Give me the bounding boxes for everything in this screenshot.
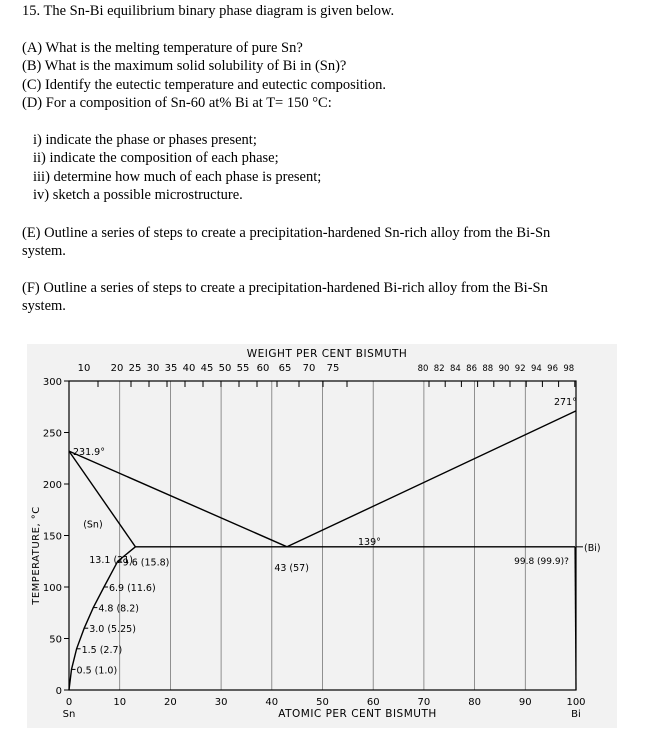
y-tick-label: 250 [42,428,62,440]
y-tick-label: 0 [55,686,62,697]
top-tick-label: 94 [530,364,542,374]
y-tick-label: 200 [42,480,62,491]
x-tick-label: 50 [316,697,329,708]
x-tick-label: 0 [65,697,73,708]
top-tick-label: 82 [433,364,445,374]
top-tick-label: 60 [256,363,270,374]
bi-phase-label: (Bi) [584,542,601,554]
y-axis-label: TEMPERATURE, °C [31,506,42,605]
part-f-line2: system. [22,298,66,314]
top-tick-label: 88 [482,364,494,374]
top-tick-label: 90 [498,364,510,374]
y-tick-label: 150 [42,531,62,543]
top-axis-label: WEIGHT PER CENT BISMUTH [246,348,408,360]
part-d: (D) For a composition of Sn-60 at% Bi at T= 150 °C: [22,95,332,111]
solvus-composition-label: 3.0 (5.25) [89,624,136,636]
x-tick-label: 30 [214,697,228,708]
top-tick-label: 75 [326,363,340,374]
top-tick-label: 25 [128,363,142,374]
top-tick-label: 55 [236,363,250,374]
part-f-line1: (F) Outline a series of steps to create a precipitation-hardened Bi-rich alloy from the Bi-Sn [22,280,548,296]
subpart-iv: iv) sketch a possible microstructure. [33,187,243,203]
x-tick-label: 20 [164,697,177,708]
top-tick-label: 50 [218,363,232,374]
top-tick-label: 20 [110,363,124,374]
sn-phase-label: (Sn) [83,519,103,531]
subpart-iii: iii) determine how much of each phase is present; [33,169,322,185]
x-tick-label: 40 [265,697,279,708]
solvus-composition-label: 9.6 (15.8) [122,557,170,569]
x-tick-label: 60 [366,697,380,708]
top-tick-label: 35 [164,363,178,374]
x-tick-label: 80 [468,697,481,708]
top-tick-label: 45 [200,363,214,374]
phase-diagram [27,344,617,728]
top-tick-label: 30 [146,363,160,374]
part-e-line2: system. [22,243,66,259]
x-tick-label: 10 [113,697,127,708]
subpart-i: i) indicate the phase or phases present; [33,132,257,148]
x-tick-label: 100 [566,697,586,708]
solvus-composition-label: 6.9 (11.6) [108,583,156,594]
top-tick-label: 10 [77,363,91,374]
part-b: (B) What is the maximum solid solubility of Bi in (Sn)? [22,58,347,74]
y-tick-label: 100 [42,583,62,594]
part-c: (C) Identify the eutectic temperature and eutectic composition. [22,77,386,93]
solvus-composition-label: 1.5 (2.7) [81,644,123,656]
max-solubility-bi-label: 99.8 (99.9)? [514,556,569,567]
top-tick-label: 84 [449,364,461,374]
eutectic-temp-label: 139° [357,536,381,548]
x-end-left-label: Sn [62,709,76,720]
solvus-composition-label: 0.5 (1.0) [76,665,118,677]
subpart-ii: ii) indicate the composition of each phase; [33,150,279,166]
y-tick-label: 50 [49,634,62,646]
part-a: (A) What is the melting temperature of pure Sn? [22,40,303,56]
x-tick-label: 70 [417,697,431,708]
top-tick-label: 65 [278,363,292,374]
bi-melting-label: 271° [554,396,577,408]
question-title: 15. The Sn-Bi equilibrium binary phase diagram is given below. [22,3,395,19]
top-tick-label: 92 [514,364,526,374]
x-tick-label: 90 [518,697,532,708]
top-tick-label: 40 [182,363,196,374]
top-tick-label: 70 [302,363,316,374]
eutectic-comp-label: 43 (57) [274,562,309,574]
x-axis-label: ATOMIC PER CENT BISMUTH [278,708,437,720]
sn-melting-label: 231.9° [73,447,105,459]
solvus-composition-label: 4.8 (8.2) [98,603,139,615]
top-tick-label: 98 [563,364,575,374]
top-tick-label: 96 [547,364,559,374]
part-e-line1: (E) Outline a series of steps to create a precipitation-hardened Sn-rich alloy from the Bi-Sn [22,225,551,241]
top-tick-label: 80 [417,364,429,374]
y-tick-label: 300 [42,377,62,388]
max-solubility-sn-label: 13.1 (21) [89,554,133,566]
top-tick-label: 86 [466,364,478,374]
x-end-right-label: Bi [571,709,581,720]
